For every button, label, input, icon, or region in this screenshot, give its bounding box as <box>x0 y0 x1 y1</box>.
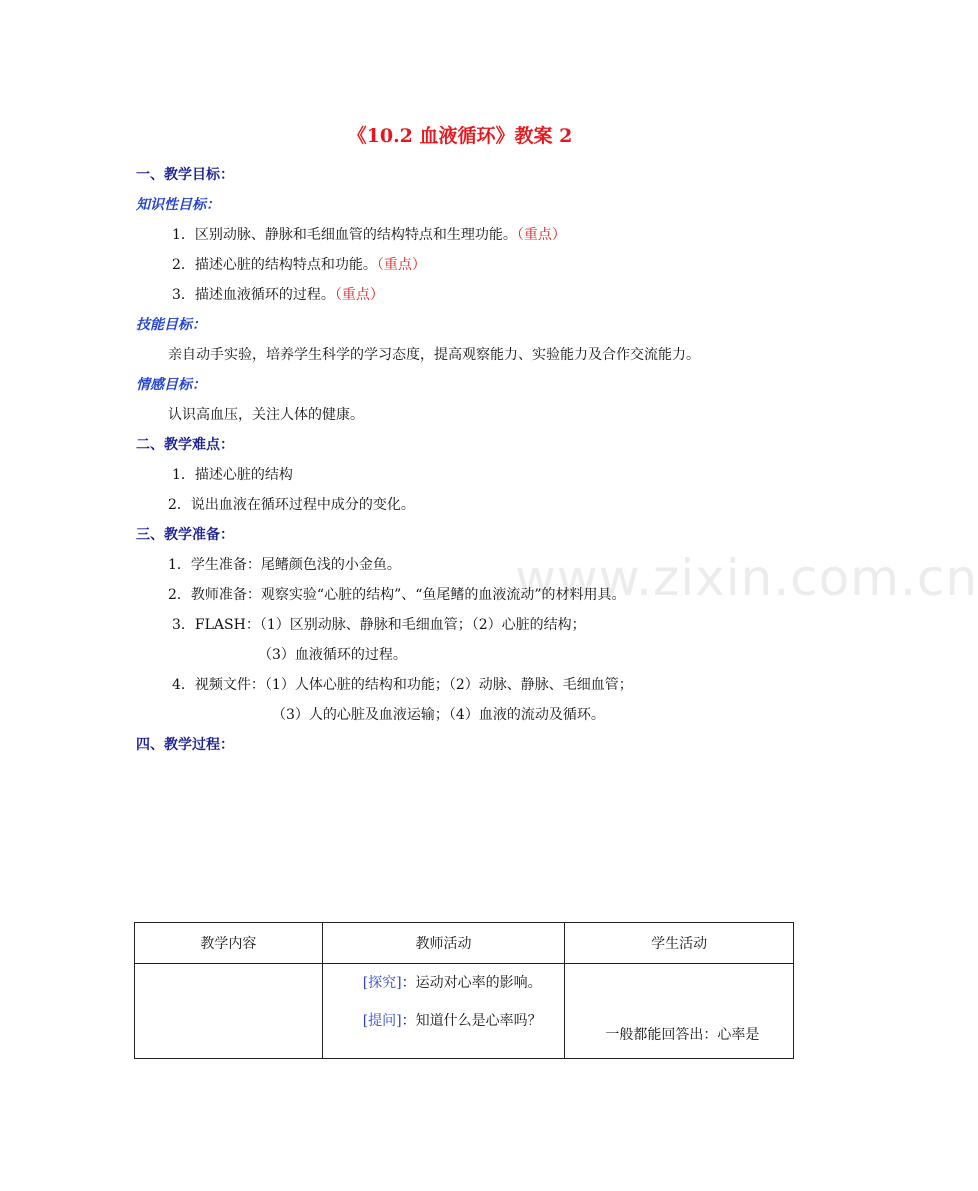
difficulty-item: 1．描述心脏的结构 <box>172 467 293 483</box>
heading-goals: 一、教学目标： <box>136 167 234 183</box>
item-number: 1． <box>172 227 195 243</box>
content-cell <box>135 964 323 1059</box>
heading-difficulty: 二、教学难点： <box>136 437 234 453</box>
prep-item: （3）人的心脏及血液运输；（4）血液的流动及循环。 <box>272 707 605 723</box>
heading-process: 四、教学过程： <box>136 737 234 753</box>
table-header-row <box>135 923 794 964</box>
prep-item: 3．FLASH：（1）区别动脉、静脉和毛细血管；（2）心脏的结构； <box>172 617 586 633</box>
key-point-tag: （重点） <box>334 287 384 303</box>
teacher-activity <box>363 1012 542 1030</box>
table-header: 教学内容 <box>135 923 323 964</box>
activity-tag: [探究] <box>362 975 402 991</box>
activity-tag: [提问] <box>362 1013 402 1029</box>
knowledge-item <box>172 226 566 244</box>
activity-text: ：知道什么是心率吗？ <box>401 1013 542 1029</box>
student-activity: 一般都能回答出：心率是 <box>605 1027 760 1043</box>
heading-emotion: 情感目标： <box>136 377 206 393</box>
knowledge-item <box>172 256 426 274</box>
key-point-tag: （重点） <box>516 227 566 243</box>
item-text: 描述心脏的结构特点和功能。 <box>194 257 377 273</box>
emotion-text: 认识高血压，关注人体的健康。 <box>168 407 364 423</box>
prep-item: （3）血液循环的过程。 <box>258 647 407 663</box>
heading-prep: 三、教学准备： <box>136 527 234 543</box>
prep-item: 2．教师准备：观察实验“心脏的结构”、“鱼尾鳍的血液流动”的材料用具。 <box>168 587 626 603</box>
process-table <box>134 922 794 1059</box>
student-cell <box>565 964 794 1059</box>
teacher-activity <box>363 974 542 992</box>
item-text: 描述血液循环的过程。 <box>194 287 335 303</box>
watermark: www.zixin.com.cn <box>515 549 978 607</box>
prep-item: 4．视频文件：（1）人体心脏的结构和功能；（2）动脉、静脉、毛细血管； <box>172 677 633 693</box>
prep-item: 1．学生准备：尾鳍颜色浅的小金鱼。 <box>168 557 401 573</box>
table-header: 学生活动 <box>565 923 794 964</box>
teacher-cell <box>322 964 565 1059</box>
table-header: 教师活动 <box>322 923 565 964</box>
item-text: 区别动脉、静脉和毛细血管的结构特点和生理功能。 <box>194 227 517 243</box>
item-number: 3． <box>172 287 195 303</box>
table-row <box>135 964 794 1059</box>
activity-text: ：运动对心率的影响。 <box>401 975 542 991</box>
knowledge-item <box>172 286 384 304</box>
key-point-tag: （重点） <box>376 257 426 273</box>
item-number: 2． <box>172 257 195 273</box>
difficulty-item: 2．说出血液在循环过程中成分的变化。 <box>168 497 415 513</box>
heading-knowledge: 知识性目标： <box>136 197 220 213</box>
skill-text: 亲自动手实验，培养学生科学的学习态度，提高观察能力、实验能力及合作交流能力。 <box>168 347 700 363</box>
page-title: 《10.2 血液循环》教案 2 <box>347 125 573 147</box>
heading-skill: 技能目标： <box>136 317 206 333</box>
